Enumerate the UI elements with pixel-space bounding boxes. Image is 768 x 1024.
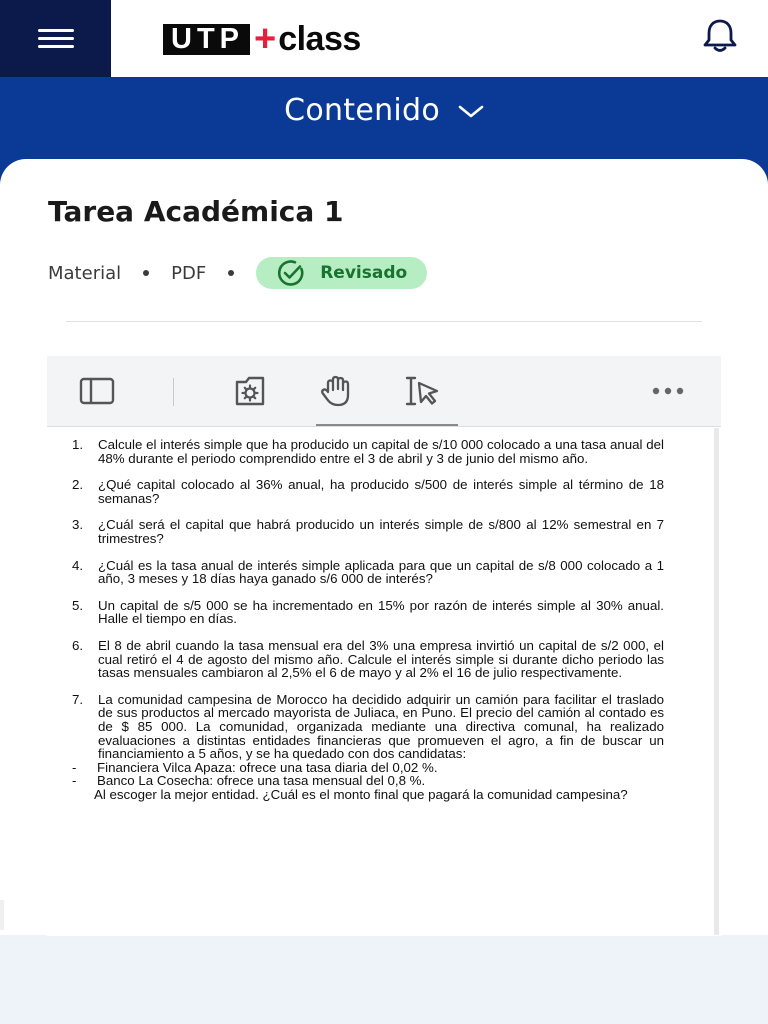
- text-select-icon[interactable]: [404, 374, 440, 408]
- hamburger-icon: [38, 29, 74, 49]
- question-item: [72, 693, 664, 761]
- task-meta: [48, 257, 427, 289]
- question-item: [72, 438, 664, 465]
- question-text: ¿Cuál será el capital que habrá producido un interés simple de s/800 al 12% semestral en 7 trimestres?: [98, 517, 664, 546]
- candidate-option: [72, 774, 664, 788]
- content-dropdown[interactable]: [0, 93, 768, 128]
- question-number: 7.: [72, 691, 84, 707]
- sidebar-toggle-icon[interactable]: [79, 374, 115, 408]
- meta-separator-dot: [228, 270, 234, 276]
- more-options-icon[interactable]: [650, 374, 686, 408]
- question-item: [72, 559, 664, 586]
- chevron-down-icon: [458, 105, 484, 119]
- toolbar-separator: [173, 378, 174, 406]
- option-text: Financiera Vilca Apaza: ofrece una tasa diaria del 0,02 %.: [97, 759, 438, 775]
- notification-bell-icon[interactable]: [700, 18, 740, 54]
- top-app-bar: [0, 0, 768, 77]
- status-badge: [256, 257, 427, 289]
- pdf-toolbar: [47, 356, 721, 427]
- candidate-option: [72, 761, 664, 775]
- question-text: La comunidad campesina de Morocco ha decidido adquirir un camión para facilitar el traslado de sus productos al mercado mayorista de Juliaca, en Puno. El precio del camión al contado es de $ 85 000. La comunidad, organizada mediante una directiva comunal, ha realizado evaluaciones a distintas entidades financieras que promueven el agro, a fin de buscar un financiamiento a 5 años, y se ha quedado con dos candidatas:: [98, 691, 664, 762]
- status-badge-label: Revisado: [320, 263, 408, 283]
- question-text: ¿Cuál es la tasa anual de interés simple aplicada para que un capital de s/8 000 colocado a 1 año, 3 meses y 18 días haya ganado s/6 000 de interés?: [98, 557, 664, 587]
- question-text: El 8 de abril cuando la tasa mensual era del 3% una empresa invirtió un capital de s/2 000, el cual retiró el 4 de agosto del mismo año. Calcule el interés simple si durante dicho periodo las tasas mensuales cambiaron al 2,5% el 6 de mayo y al 2% el 16 de julio respectivamente.: [98, 637, 664, 681]
- question-item: [72, 518, 664, 545]
- edge-shadow: [0, 900, 4, 930]
- question-text: Un capital de s/5 000 se ha incrementado en 15% por razón de interés simple al 30% anual. Halle el tiempo en días.: [98, 597, 664, 627]
- document-settings-icon[interactable]: [232, 374, 268, 408]
- material-type: Material: [48, 262, 122, 284]
- question-number: 6.: [72, 637, 84, 653]
- menu-button[interactable]: [0, 0, 111, 77]
- question-text: ¿Qué capital colocado al 36% anual, ha producido s/500 de interés simple al término de 18 semanas?: [98, 477, 664, 506]
- option-text: Banco La Cosecha: ofrece una tasa mensual del 0,8 %.: [97, 773, 426, 789]
- check-circle-icon: [276, 258, 306, 288]
- logo-class: class: [278, 19, 361, 58]
- option-dash: -: [72, 759, 77, 775]
- question-item: [72, 478, 664, 505]
- question-item: [72, 639, 664, 680]
- question-item: [72, 599, 664, 626]
- hand-pan-icon[interactable]: [319, 374, 355, 408]
- question-number: 1.: [72, 437, 84, 452]
- option-dash: -: [72, 773, 77, 789]
- question-number: 5.: [72, 597, 84, 613]
- logo-utp: UTP: [163, 24, 250, 55]
- page-title: Tarea Académica 1: [48, 195, 344, 228]
- question-number: 4.: [72, 557, 84, 573]
- meta-separator-dot: [143, 270, 149, 276]
- question-text: Calcule el interés simple que ha producido un capital de s/10 000 colocado a una tasa anual del 48% durante el periodo comprendido entre el 3 de abril y 3 de junio del mismo año.: [98, 437, 664, 466]
- divider: [66, 321, 702, 322]
- logo-plus: +: [254, 17, 277, 60]
- question-number: 2.: [72, 477, 84, 493]
- question-number: 3.: [72, 517, 84, 533]
- content-dropdown-label: Contenido: [284, 93, 441, 128]
- utp-class-logo[interactable]: [163, 17, 361, 60]
- file-format: PDF: [171, 262, 207, 284]
- pdf-document-text: [72, 438, 664, 801]
- closing-question: Al escoger la mejor entidad. ¿Cuál es el monto final que pagará la comunidad campesina?: [94, 786, 628, 802]
- active-tool-indicator: [316, 424, 458, 426]
